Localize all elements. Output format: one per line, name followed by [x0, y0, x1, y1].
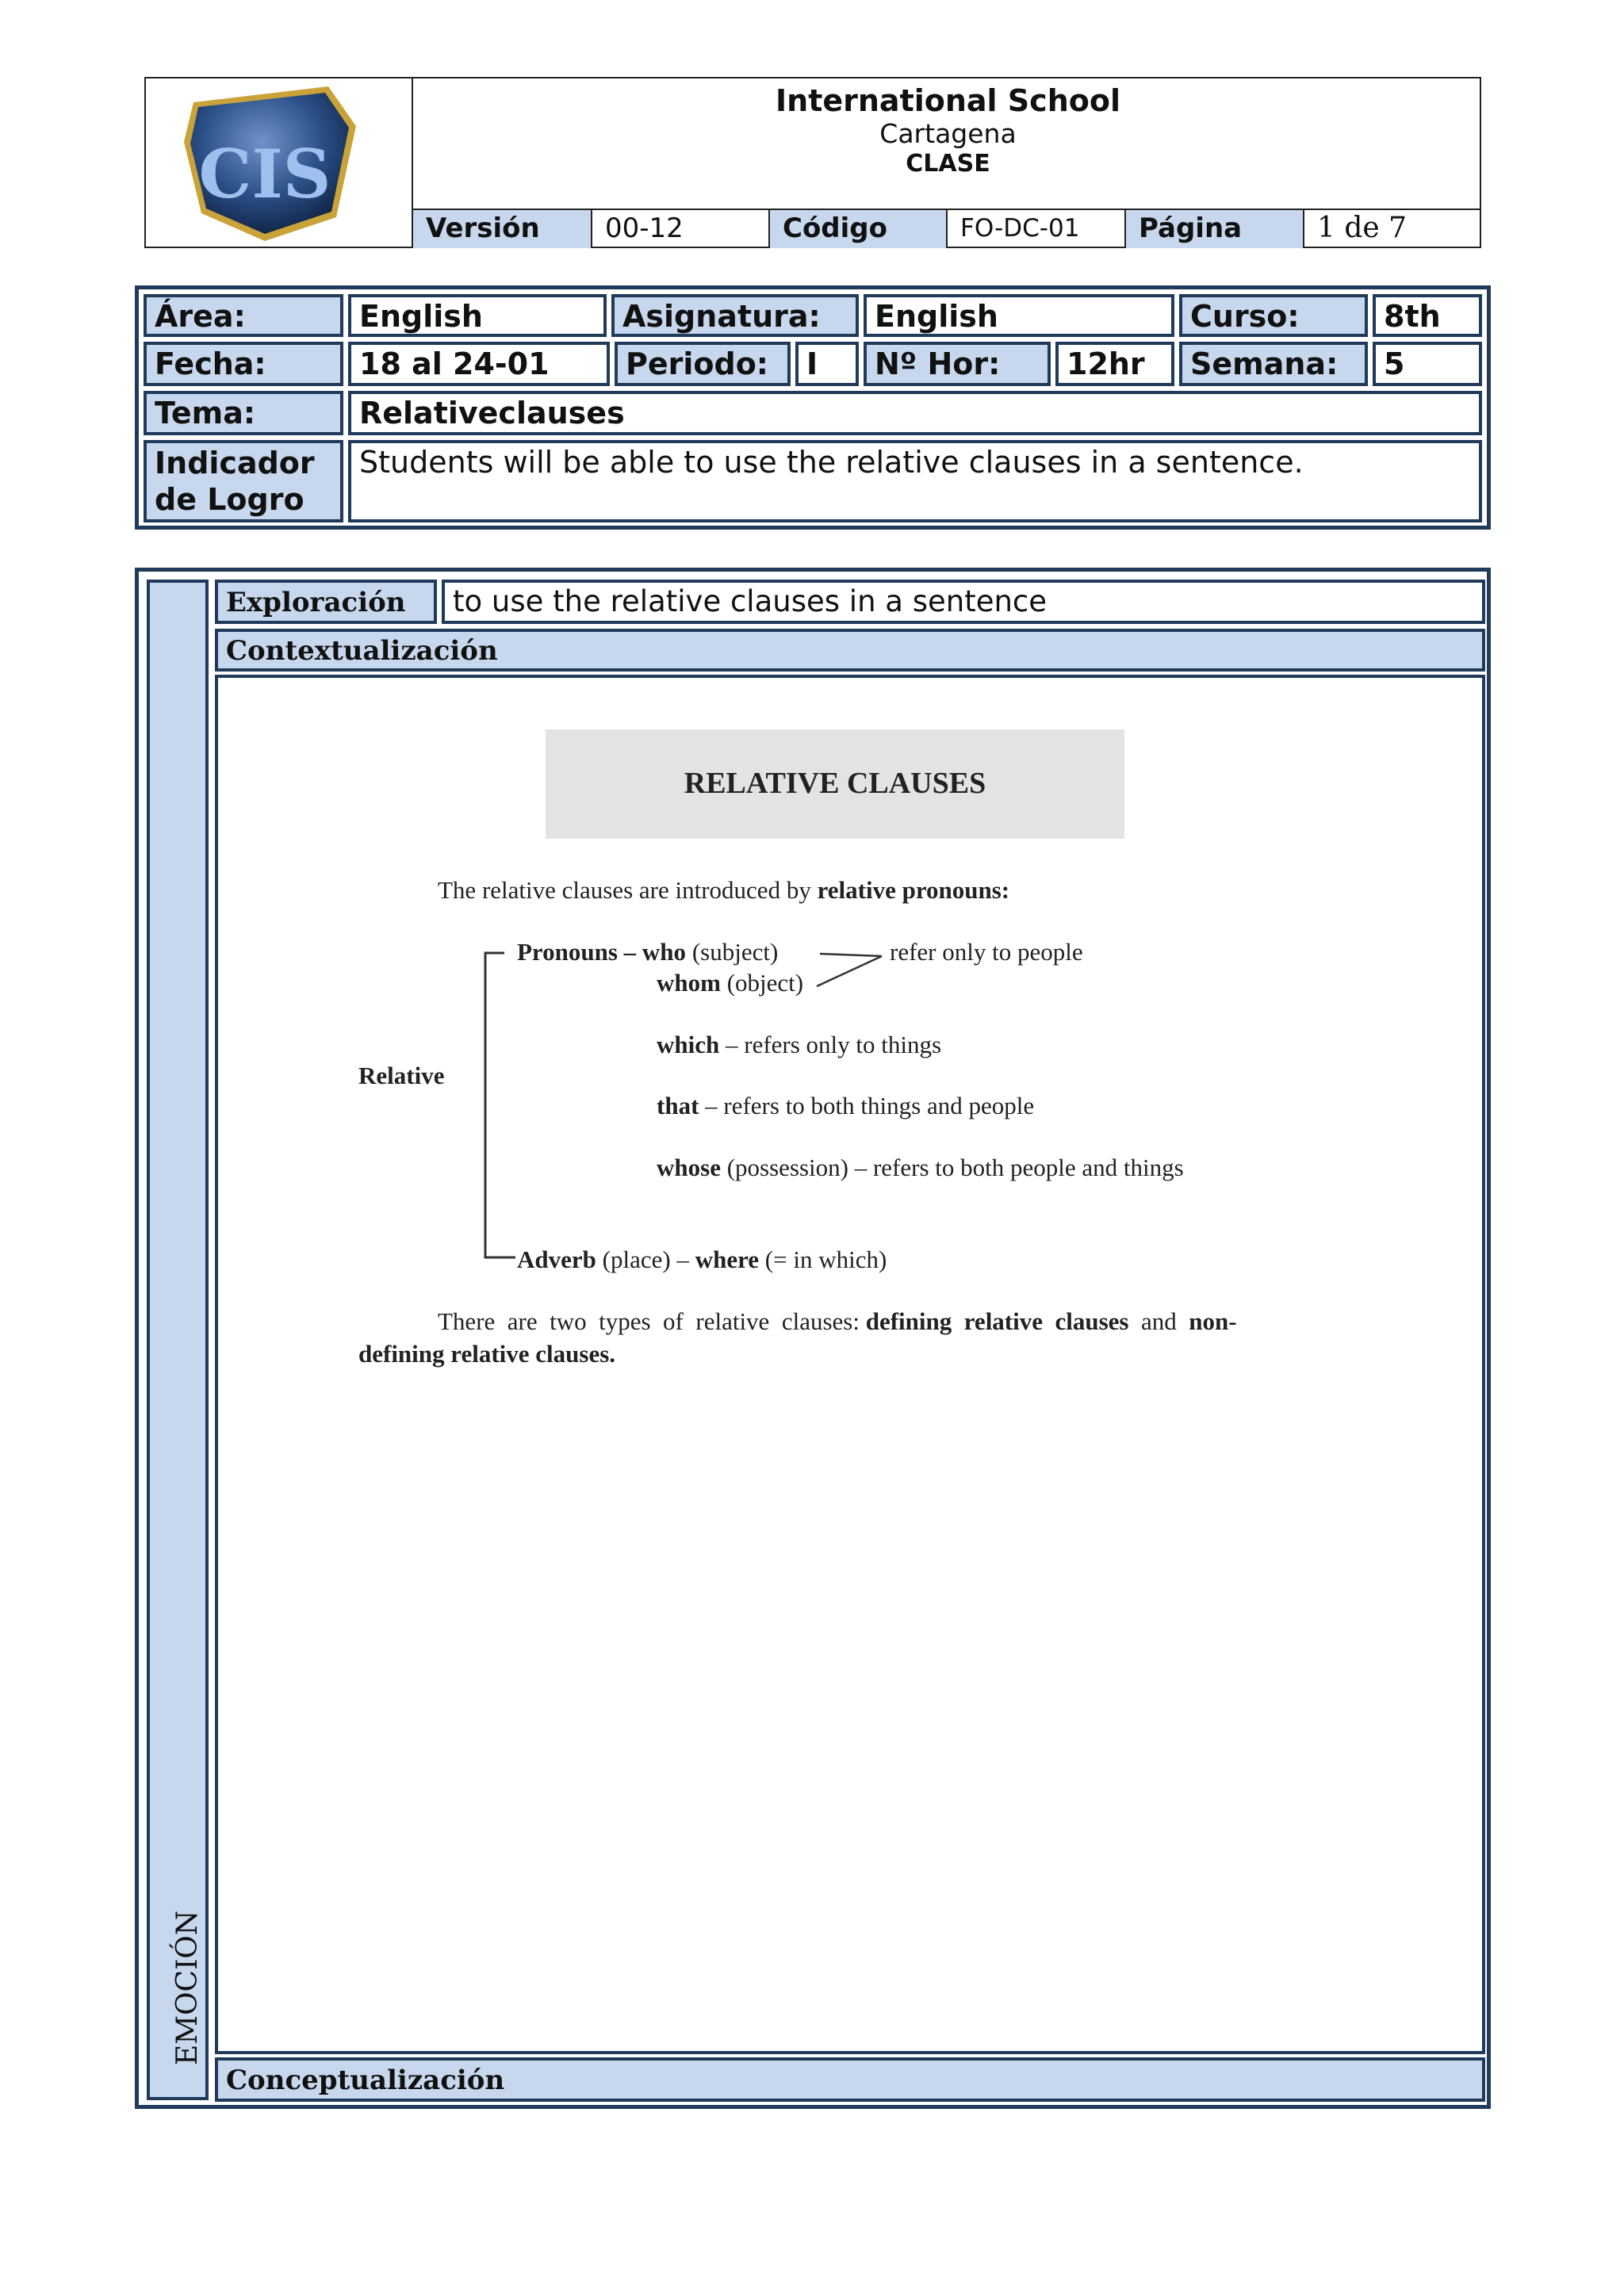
conceptualization-label: Conceptualización: [215, 2057, 1485, 2102]
exploration-value: to use the relative clauses in a sentence: [442, 580, 1485, 624]
date-value: 18 al 24-01: [348, 342, 610, 386]
figure-which-line: [657, 1031, 941, 1059]
page-value: 1 de 7: [1303, 210, 1481, 248]
pronouns-who-bold: Pronouns – who: [517, 938, 687, 966]
week-value: 5: [1373, 342, 1482, 386]
that-text: – refers to both things and people: [699, 1092, 1035, 1119]
figure-refer-people: refer only to people: [890, 938, 1083, 966]
course-value: 8th: [1373, 294, 1482, 337]
indicator-label-line-1: Indicador: [155, 446, 315, 480]
intro-bold-text: relative pronouns:: [817, 876, 1010, 904]
area-value: English: [348, 294, 607, 337]
hours-label: Nº Hor:: [864, 342, 1051, 386]
figure-intro: [438, 876, 1009, 905]
figure-whose-line: [657, 1154, 1184, 1182]
topic-value: Relativeclauses: [348, 391, 1482, 435]
document-header: [144, 77, 1481, 248]
whom-bold: whom: [657, 969, 721, 997]
figure-types-line-1: [438, 1307, 1237, 1336]
exploration-label: Exploración: [215, 580, 437, 624]
that-bold: that: [657, 1092, 699, 1119]
svg-text:CIS: CIS: [198, 135, 331, 213]
code-label: Código: [768, 210, 946, 248]
figure-that-line: [657, 1092, 1034, 1120]
whom-object-text: (object): [720, 969, 804, 997]
figure-whom-line: [657, 969, 803, 997]
school-name: International School: [776, 83, 1120, 118]
period-label: Periodo:: [615, 342, 791, 386]
indicator-label-line-2: de Logro: [155, 482, 304, 517]
week-label: Semana:: [1179, 342, 1368, 386]
document-type: CLASE: [906, 150, 990, 178]
version-value: 00-12: [591, 210, 768, 248]
whose-text: (possession) – refers to both people and things: [720, 1154, 1184, 1181]
types-and-text: and: [1128, 1307, 1189, 1335]
version-label: Versión: [413, 210, 591, 248]
types-non-bold: non-: [1189, 1307, 1237, 1335]
indicator-value: Students will be able to use the relative clauses in a sentence.: [348, 440, 1482, 522]
where-bold: where: [695, 1246, 760, 1273]
indicator-label: [144, 440, 343, 522]
topic-label: Tema:: [144, 391, 343, 435]
emotion-side-label: EMOCIÓN: [171, 1910, 204, 2065]
school-logo-icon: [146, 78, 413, 247]
where-text: (= in which): [759, 1246, 887, 1273]
area-label: Área:: [144, 294, 343, 337]
figure-relative-label: Relative: [358, 1062, 445, 1089]
intro-text: The relative clauses are introduced by: [438, 876, 818, 904]
date-label: Fecha:: [144, 342, 343, 386]
adverb-bold: Adverb: [517, 1246, 596, 1273]
emotion-side-column: [147, 580, 209, 2100]
subject-label: Asignatura:: [611, 294, 859, 337]
subject-value: English: [864, 294, 1174, 337]
code-value: FO-DC-01: [946, 210, 1124, 248]
page-label: Página: [1124, 210, 1303, 248]
which-text: – refers only to things: [719, 1031, 942, 1058]
figure-adverb-line: [517, 1246, 887, 1274]
figure-pronouns-line: [517, 938, 778, 966]
logo-cell: [146, 78, 413, 247]
contextualization-label: Contextualización: [215, 629, 1485, 672]
types-defining-bold: defining relative clauses: [865, 1307, 1129, 1335]
hours-value: 12hr: [1055, 342, 1174, 386]
figure-title: RELATIVE CLAUSES: [684, 767, 986, 800]
which-bold: which: [657, 1031, 720, 1058]
whose-bold: whose: [657, 1154, 721, 1181]
meta-row: [413, 209, 1481, 247]
period-value: I: [795, 342, 859, 386]
adverb-text: (place) –: [596, 1246, 695, 1273]
school-city: Cartagena: [879, 118, 1017, 149]
figure-types-line-2: defining relative clauses.: [358, 1340, 616, 1368]
course-label: Curso:: [1179, 294, 1368, 337]
who-subject-text: (subject): [686, 938, 779, 966]
types-text-1: There are two types of relative clauses:: [438, 1307, 866, 1335]
class-info-table: [135, 285, 1491, 530]
